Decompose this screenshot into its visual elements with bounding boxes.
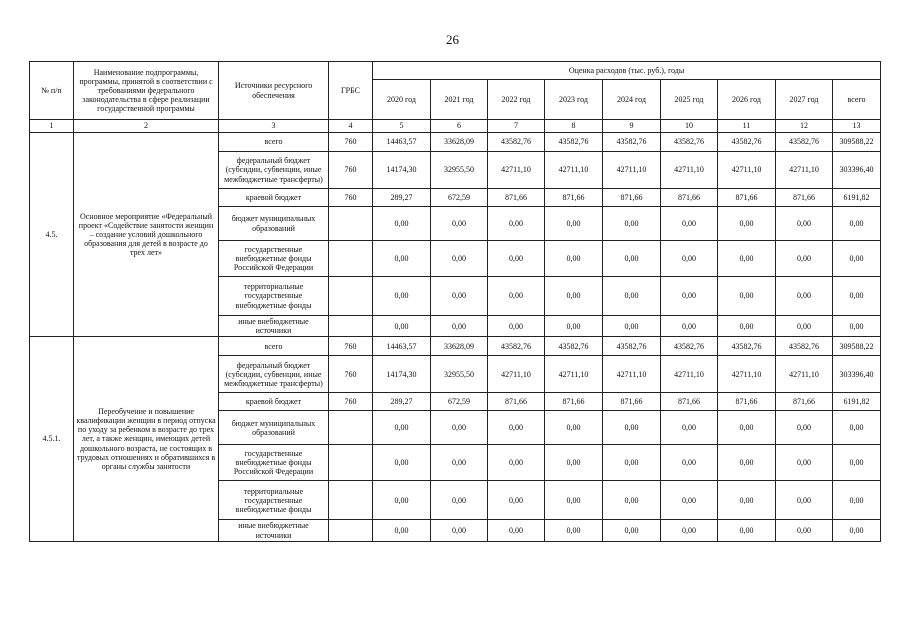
year-value: 0,00 [431, 316, 488, 337]
column-number: 1 [30, 120, 74, 133]
column-number: 13 [833, 120, 881, 133]
year-value: 43582,76 [545, 133, 603, 152]
funding-source: бюджет муниципальных образований [219, 207, 329, 241]
item-name: Переобучение и повышение квалификации женщин в период отпуска по уходу за ребенком в возрасте до трех лет, а также женщин, имеющих детей дошкольного возраста, не состоящих в трудовых отношениях и обратившихся в органы службы занятости [74, 337, 219, 541]
year-value: 43582,76 [488, 337, 545, 356]
year-value: 871,66 [718, 189, 776, 207]
grbs-code: 760 [329, 337, 373, 356]
grbs-code: 760 [329, 356, 373, 393]
grbs-code [329, 445, 373, 481]
year-value: 672,59 [431, 189, 488, 207]
year-value: 32955,50 [431, 356, 488, 393]
grbs-code [329, 316, 373, 337]
year-value: 43582,76 [718, 337, 776, 356]
year-value: 0,00 [431, 241, 488, 277]
funding-source: всего [219, 337, 329, 356]
year-value: 14463,57 [373, 337, 431, 356]
year-value: 43582,76 [661, 133, 718, 152]
grbs-code [329, 277, 373, 316]
total-value: 0,00 [833, 520, 881, 541]
column-number-row [30, 120, 881, 133]
grbs-code [329, 241, 373, 277]
year-value: 0,00 [661, 277, 718, 316]
grbs-code: 760 [329, 393, 373, 411]
item-number: 4.5.1. [30, 337, 74, 541]
year-value: 0,00 [718, 277, 776, 316]
year-value: 0,00 [603, 241, 661, 277]
year-value: 14463,57 [373, 133, 431, 152]
grbs-code [329, 411, 373, 445]
year-value: 42711,10 [661, 356, 718, 393]
column-number: 7 [488, 120, 545, 133]
item-name: Основное мероприятие «Федеральный проект «Содействие занятости женщин – создание условий дошкольного образования для детей в возрасте до трех лет» [74, 133, 219, 337]
year-value: 43582,76 [488, 133, 545, 152]
year-value: 32955,50 [431, 152, 488, 189]
year-value: 0,00 [661, 445, 718, 481]
year-value: 0,00 [776, 520, 833, 541]
funding-source: краевой бюджет [219, 393, 329, 411]
year-value: 0,00 [545, 241, 603, 277]
year-value: 43582,76 [776, 133, 833, 152]
year-value: 0,00 [718, 520, 776, 541]
column-number: 4 [329, 120, 373, 133]
table-row [30, 133, 881, 152]
header-grbs: ГРБС [329, 62, 373, 120]
year-value: 0,00 [373, 277, 431, 316]
header-year: 2023 год [545, 80, 603, 120]
table-row [30, 337, 881, 356]
funding-source: территориальные государственные внебюджетные фонды [219, 481, 329, 520]
year-value: 42711,10 [661, 152, 718, 189]
year-value: 0,00 [661, 411, 718, 445]
column-number: 5 [373, 120, 431, 133]
year-value: 871,66 [776, 393, 833, 411]
column-number: 12 [776, 120, 833, 133]
year-value: 0,00 [545, 277, 603, 316]
year-value: 0,00 [488, 481, 545, 520]
total-value: 0,00 [833, 277, 881, 316]
year-value: 871,66 [776, 189, 833, 207]
year-value: 42711,10 [718, 152, 776, 189]
header-year: 2020 год [373, 80, 431, 120]
year-value: 0,00 [776, 445, 833, 481]
year-value: 0,00 [373, 520, 431, 541]
year-value: 0,00 [431, 520, 488, 541]
year-value: 42711,10 [718, 356, 776, 393]
year-value: 0,00 [603, 207, 661, 241]
year-value: 42711,10 [603, 152, 661, 189]
year-value: 43582,76 [603, 337, 661, 356]
grbs-code [329, 520, 373, 541]
year-value: 43582,76 [776, 337, 833, 356]
column-number: 11 [718, 120, 776, 133]
year-value: 0,00 [718, 411, 776, 445]
year-value: 0,00 [431, 277, 488, 316]
item-number: 4.5. [30, 133, 74, 337]
year-value: 43582,76 [603, 133, 661, 152]
funding-source: территориальные государственные внебюджетные фонды [219, 277, 329, 316]
year-value: 0,00 [431, 411, 488, 445]
column-number: 6 [431, 120, 488, 133]
year-value: 0,00 [776, 411, 833, 445]
column-number: 10 [661, 120, 718, 133]
year-value: 33628,09 [431, 337, 488, 356]
total-value: 309588,22 [833, 133, 881, 152]
header-year: 2025 год [661, 80, 718, 120]
year-value: 0,00 [661, 241, 718, 277]
year-value: 0,00 [545, 411, 603, 445]
year-value: 0,00 [488, 316, 545, 337]
funding-source: всего [219, 133, 329, 152]
total-value: 0,00 [833, 445, 881, 481]
funding-source: государственные внебюджетные фонды Российской Федерации [219, 241, 329, 277]
total-value: 6191,82 [833, 393, 881, 411]
year-value: 0,00 [603, 520, 661, 541]
funding-source: бюджет муниципальных образований [219, 411, 329, 445]
year-value: 14174,30 [373, 152, 431, 189]
table-body [30, 133, 881, 542]
year-value: 0,00 [661, 316, 718, 337]
year-value: 871,66 [661, 189, 718, 207]
funding-source: иные внебюджетные источники [219, 520, 329, 541]
year-value: 0,00 [718, 445, 776, 481]
year-value: 0,00 [718, 241, 776, 277]
year-value: 0,00 [431, 445, 488, 481]
year-value: 42711,10 [545, 152, 603, 189]
year-value: 0,00 [373, 241, 431, 277]
total-value: 0,00 [833, 241, 881, 277]
header-year: 2021 год [431, 80, 488, 120]
year-value: 43582,76 [718, 133, 776, 152]
year-value: 0,00 [373, 481, 431, 520]
year-value: 0,00 [718, 316, 776, 337]
year-value: 871,66 [488, 393, 545, 411]
grbs-code: 760 [329, 133, 373, 152]
column-number: 9 [603, 120, 661, 133]
year-value: 0,00 [603, 411, 661, 445]
year-value: 871,66 [488, 189, 545, 207]
funding-source: федеральный бюджет (субсидии, субвенции, иные межбюджетные трансферты) [219, 356, 329, 393]
funding-source: федеральный бюджет (субсидии, субвенции, иные межбюджетные трансферты) [219, 152, 329, 189]
year-value: 0,00 [603, 481, 661, 520]
year-value: 0,00 [373, 316, 431, 337]
grbs-code: 760 [329, 152, 373, 189]
year-value: 33628,09 [431, 133, 488, 152]
year-value: 0,00 [661, 481, 718, 520]
header-no: № п/п [30, 62, 74, 120]
total-value: 0,00 [833, 481, 881, 520]
year-value: 0,00 [488, 277, 545, 316]
total-value: 303396,40 [833, 152, 881, 189]
total-value: 309588,22 [833, 337, 881, 356]
header-year: 2022 год [488, 80, 545, 120]
year-value: 14174,30 [373, 356, 431, 393]
funding-source: государственные внебюджетные фонды Российской Федерации [219, 445, 329, 481]
year-value: 0,00 [661, 520, 718, 541]
table-header [30, 62, 881, 133]
year-value: 0,00 [776, 277, 833, 316]
year-value: 871,66 [545, 393, 603, 411]
year-value: 289,27 [373, 189, 431, 207]
year-value: 0,00 [431, 481, 488, 520]
funding-source: иные внебюджетные источники [219, 316, 329, 337]
header-name: Наименование подпрограммы, программы, принятой в соответствии с требованиями федерального законодательства в сфере реализации государственной программы [74, 62, 219, 120]
year-value: 871,66 [545, 189, 603, 207]
year-value: 871,66 [718, 393, 776, 411]
grbs-code: 760 [329, 189, 373, 207]
year-value: 0,00 [776, 207, 833, 241]
year-value: 0,00 [776, 316, 833, 337]
year-value: 289,27 [373, 393, 431, 411]
header-year: всего [833, 80, 881, 120]
year-value: 43582,76 [545, 337, 603, 356]
year-value: 0,00 [488, 411, 545, 445]
year-value: 0,00 [488, 445, 545, 481]
column-number: 3 [219, 120, 329, 133]
column-number: 2 [74, 120, 219, 133]
year-value: 43582,76 [661, 337, 718, 356]
year-value: 42711,10 [488, 356, 545, 393]
header-source: Источники ресурсного обеспечения [219, 62, 329, 120]
year-value: 0,00 [776, 241, 833, 277]
year-value: 0,00 [545, 445, 603, 481]
year-value: 0,00 [431, 207, 488, 241]
grbs-code [329, 481, 373, 520]
column-number: 8 [545, 120, 603, 133]
year-value: 0,00 [661, 207, 718, 241]
grbs-code [329, 207, 373, 241]
header-year: 2027 год [776, 80, 833, 120]
year-value: 42711,10 [488, 152, 545, 189]
year-value: 0,00 [488, 520, 545, 541]
total-value: 0,00 [833, 207, 881, 241]
header-year: 2024 год [603, 80, 661, 120]
year-value: 42711,10 [776, 356, 833, 393]
year-value: 0,00 [718, 207, 776, 241]
year-value: 672,59 [431, 393, 488, 411]
year-value: 871,66 [603, 393, 661, 411]
year-value: 0,00 [603, 445, 661, 481]
year-value: 42711,10 [776, 152, 833, 189]
year-value: 0,00 [545, 481, 603, 520]
total-value: 303396,40 [833, 356, 881, 393]
year-value: 0,00 [488, 241, 545, 277]
year-value: 42711,10 [545, 356, 603, 393]
funding-source: краевой бюджет [219, 189, 329, 207]
budget-table [29, 61, 881, 542]
year-value: 0,00 [603, 277, 661, 316]
total-value: 0,00 [833, 316, 881, 337]
year-value: 0,00 [373, 207, 431, 241]
total-value: 6191,82 [833, 189, 881, 207]
year-value: 0,00 [545, 520, 603, 541]
year-value: 871,66 [603, 189, 661, 207]
year-value: 871,66 [661, 393, 718, 411]
year-value: 0,00 [718, 481, 776, 520]
total-value: 0,00 [833, 411, 881, 445]
header-year: 2026 год [718, 80, 776, 120]
header-estimate: Оценка расходов (тыс. руб.), годы [373, 62, 881, 80]
year-value: 0,00 [488, 207, 545, 241]
year-value: 0,00 [545, 207, 603, 241]
year-value: 0,00 [603, 316, 661, 337]
year-value: 0,00 [776, 481, 833, 520]
year-value: 0,00 [373, 411, 431, 445]
year-value: 42711,10 [603, 356, 661, 393]
year-value: 0,00 [545, 316, 603, 337]
page-number: 26 [446, 32, 459, 47]
year-value: 0,00 [373, 445, 431, 481]
